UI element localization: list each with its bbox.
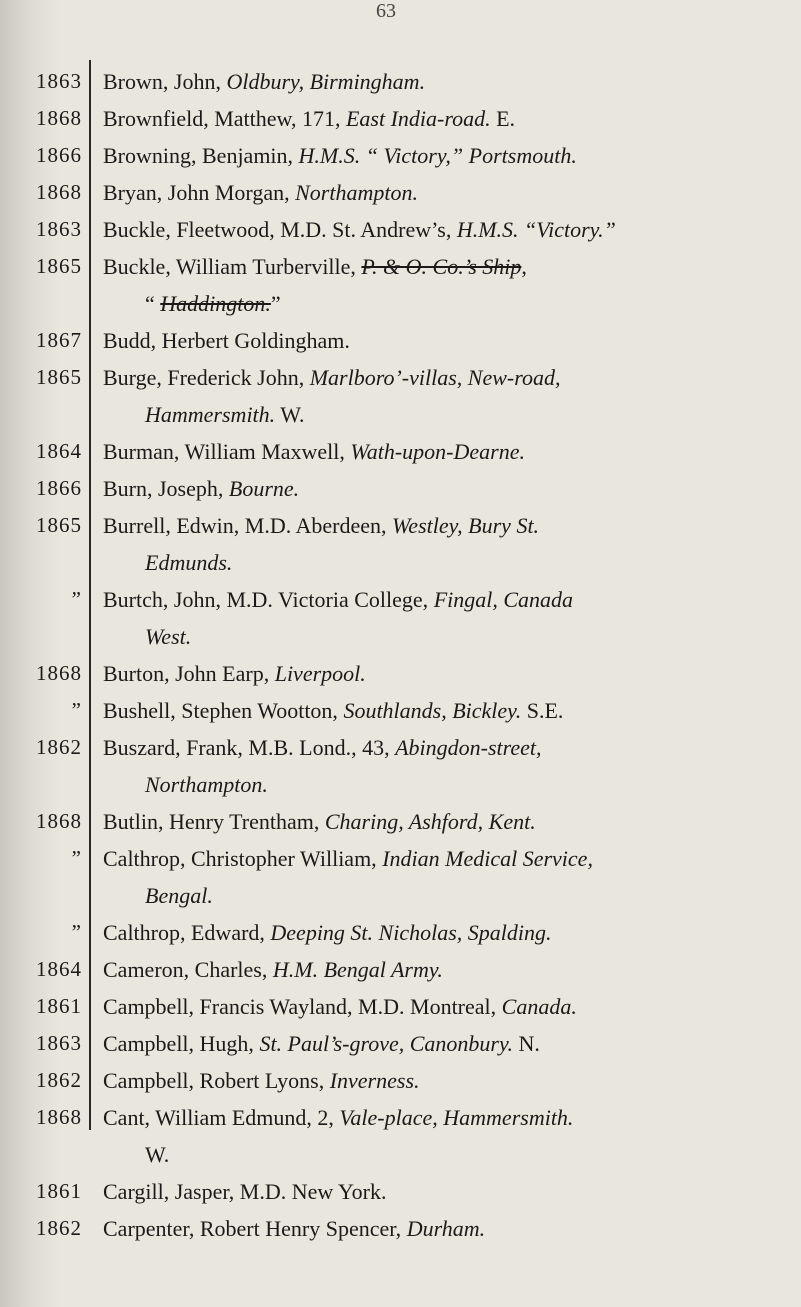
entry-year: 1865: [36, 513, 82, 537]
text-segment: W.: [275, 402, 305, 427]
entry-line: [103, 729, 793, 766]
text-segment: “: [145, 291, 161, 316]
italic-text: Marlboro’-villas, New-road,: [309, 365, 561, 390]
entry: [103, 100, 793, 137]
italic-text: Vale-place, Hammersmith.: [339, 1105, 574, 1130]
entry: [103, 1062, 793, 1099]
italic-text: Abingdon-street,: [395, 735, 542, 760]
entry-line: [103, 63, 793, 100]
italic-text: Bourne.: [228, 476, 300, 501]
text-segment: Burge, Frederick John,: [103, 365, 310, 390]
text-segment: Butlin, Henry Trentham,: [103, 809, 325, 834]
entry: [103, 803, 793, 840]
entry-year: 1864: [36, 439, 82, 463]
entry-line: [103, 914, 793, 951]
text-segment: N.: [513, 1031, 540, 1056]
text-segment: Buszard, Frank, M.B. Lond., 43,: [103, 735, 396, 760]
text-segment: Campbell, Hugh,: [103, 1031, 260, 1056]
entry-line: [103, 692, 793, 729]
text-segment: Bryan, John Morgan,: [103, 180, 296, 205]
italic-text: Liverpool.: [274, 661, 366, 686]
entry-year: 1862: [36, 735, 82, 759]
entry-line: [103, 470, 793, 507]
text-segment: E.: [490, 106, 516, 131]
entry: [103, 1210, 793, 1247]
text-segment: Burtch, John, M.D. Victoria College,: [103, 587, 434, 612]
entry-year: 1868: [36, 809, 82, 833]
text-segment: Campbell, Francis Wayland, M.D. Montreal,: [103, 994, 502, 1019]
text-segment: Budd, Herbert Goldingham.: [103, 328, 350, 353]
text-segment: Burman, William Maxwell,: [103, 439, 351, 464]
entry: [103, 1099, 793, 1173]
text-segment: Carpenter, Robert Henry Spencer,: [103, 1216, 407, 1241]
entry-year: 1865: [36, 365, 82, 389]
text-segment: ”: [270, 291, 281, 316]
entry: [103, 581, 793, 655]
text-segment: Buckle, Fleetwood, M.D. St. Andrew’s,: [103, 217, 457, 242]
entry-year: 1861: [36, 1179, 82, 1203]
year-column: [22, 63, 88, 1247]
entry: [103, 137, 793, 174]
text-segment: Calthrop, Christopher William,: [103, 846, 383, 871]
entry-year: 1866: [36, 476, 82, 500]
entry-line: [103, 655, 793, 692]
entry: [103, 211, 793, 248]
entry-year: ”: [71, 698, 82, 722]
entry: [103, 914, 793, 951]
entry-line: [103, 840, 793, 877]
text-segment: Browning, Benjamin,: [103, 143, 299, 168]
text-segment: Campbell, Robert Lyons,: [103, 1068, 330, 1093]
italic-text: Oldbury, Birmingham.: [226, 69, 426, 94]
entry-line: [103, 211, 793, 248]
entry-line: [103, 137, 793, 174]
italic-text: Northampton.: [145, 772, 268, 797]
entry: [103, 729, 793, 803]
entry-line: [103, 1025, 793, 1062]
entry-line: [103, 322, 793, 359]
text-segment: Cargill, Jasper, M.D. New York.: [103, 1179, 387, 1204]
entry-continuation-line: [103, 285, 793, 322]
text-segment: Cameron, Charles,: [103, 957, 273, 982]
entry-year: 1862: [36, 1068, 82, 1092]
italic-text: Fingal, Canada: [433, 587, 574, 612]
text-segment: Burton, John Earp,: [103, 661, 275, 686]
entry-continuation-line: [103, 1136, 793, 1173]
entry: [103, 1025, 793, 1062]
italic-text: Wath-upon-Dearne.: [350, 439, 525, 464]
italic-text: Charing, Ashford, Kent.: [324, 809, 536, 834]
entry-line: [103, 951, 793, 988]
entry-year: ”: [71, 846, 82, 870]
entry-year: 1868: [36, 1105, 82, 1129]
entry-line: [103, 248, 793, 285]
entry-year: 1868: [36, 180, 82, 204]
struck-text: Haddington.: [160, 291, 271, 316]
entry-line: [103, 581, 793, 618]
entry-line: [103, 988, 793, 1025]
text-segment: Burrell, Edwin, M.D. Aberdeen,: [103, 513, 392, 538]
entry-year: 1863: [36, 217, 82, 241]
entry-line: [103, 1099, 793, 1136]
italic-text: Hammersmith.: [145, 402, 276, 427]
italic-text: Canada.: [501, 994, 577, 1019]
entry-year: 1862: [36, 1216, 82, 1240]
italic-text: Edmunds.: [145, 550, 233, 575]
italic-text: Southlands, Bickley.: [343, 698, 522, 723]
text-segment: S.E.: [521, 698, 564, 723]
text-segment: Brown, John,: [103, 69, 227, 94]
entry: [103, 470, 793, 507]
entry-line: [103, 433, 793, 470]
entry-line: [103, 359, 793, 396]
entry-year: 1863: [36, 69, 82, 93]
text-segment: Bushell, Stephen Wootton,: [103, 698, 344, 723]
entry: [103, 433, 793, 470]
entry-year: ”: [71, 587, 82, 611]
entry: [103, 174, 793, 211]
italic-text: Northampton.: [295, 180, 418, 205]
entry-year: 1867: [36, 328, 82, 352]
entry: [103, 655, 793, 692]
entry: [103, 951, 793, 988]
entry-year: 1868: [36, 661, 82, 685]
italic-text: East India-road.: [345, 106, 491, 131]
italic-text: Westley, Bury St.: [392, 513, 540, 538]
entry-year: 1866: [36, 143, 82, 167]
entry-year: 1868: [36, 106, 82, 130]
entry: [103, 840, 793, 914]
entry-continuation-line: [103, 877, 793, 914]
italic-text: West.: [145, 624, 192, 649]
entry-continuation-line: [103, 396, 793, 433]
entry: [103, 507, 793, 581]
italic-text: St. Paul’s-grove, Canonbury.: [259, 1031, 514, 1056]
entry-line: [103, 100, 793, 137]
italic-text: H.M. Bengal Army.: [272, 957, 443, 982]
entry-list: [103, 63, 793, 1247]
entry-line: [103, 507, 793, 544]
page-number: 63: [376, 0, 396, 22]
entry: [103, 248, 793, 322]
entry-year: 1865: [36, 254, 82, 278]
entry: [103, 322, 793, 359]
text-segment: ,: [521, 254, 527, 279]
italic-text: Indian Medical Service,: [382, 846, 593, 871]
entry: [103, 1173, 793, 1210]
column-divider: [89, 60, 91, 1130]
entry-continuation-line: [103, 544, 793, 581]
italic-text: H.M.S. “ Victory,” Portsmouth.: [298, 143, 577, 168]
text-segment: W.: [145, 1142, 170, 1167]
entry-line: [103, 1062, 793, 1099]
entry-line: [103, 1210, 793, 1247]
entry: [103, 988, 793, 1025]
text-segment: Burn, Joseph,: [103, 476, 229, 501]
entry: [103, 692, 793, 729]
entry-year: 1861: [36, 994, 82, 1018]
entry-continuation-line: [103, 766, 793, 803]
text-segment: Calthrop, Edward,: [103, 920, 271, 945]
text-segment: Cant, William Edmund, 2,: [103, 1105, 340, 1130]
italic-text: Deeping St. Nicholas, Spalding.: [270, 920, 552, 945]
text-segment: Brownfield, Matthew, 171,: [103, 106, 346, 131]
italic-text: Inverness.: [329, 1068, 420, 1093]
italic-text: H.M.S. “Victory.”: [456, 217, 616, 242]
entry-line: [103, 1173, 793, 1210]
struck-text: P. & O. Co.’s Ship: [361, 254, 522, 279]
entry-year: 1863: [36, 1031, 82, 1055]
entry-line: [103, 803, 793, 840]
entry: [103, 63, 793, 100]
entry-year: ”: [71, 920, 82, 944]
italic-text: Durham.: [406, 1216, 486, 1241]
entry-year: 1864: [36, 957, 82, 981]
italic-text: Bengal.: [145, 883, 213, 908]
entry-line: [103, 174, 793, 211]
text-segment: Buckle, William Turberville,: [103, 254, 362, 279]
entry: [103, 359, 793, 433]
entry-continuation-line: [103, 618, 793, 655]
